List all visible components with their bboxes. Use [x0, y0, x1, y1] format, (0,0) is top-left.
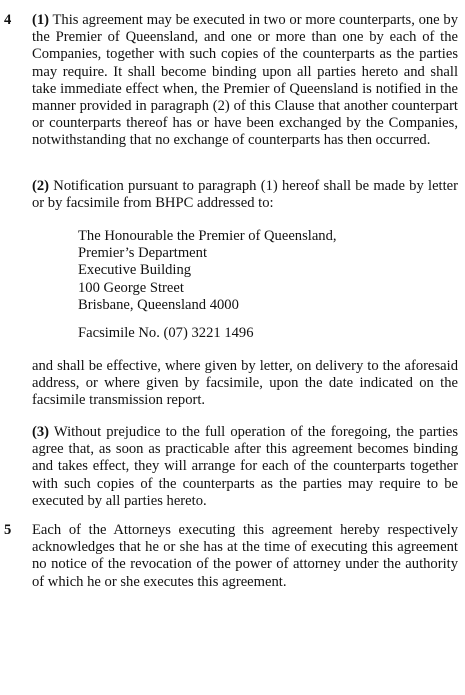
address-line: The Honourable the Premier of Queensland,	[78, 228, 337, 244]
address-line: Brisbane, Queensland 4000	[78, 296, 239, 313]
paragraph-1-text: This agreement may be executed in two or more counterparts, one by the Premier of Queensland, and one or more than one by each of the Companies, together with such copies of the counterparts as the parties may require. It shall become binding upon all parties hereto and shall take immediate effect when, the Premier of Queensland is notified in the manner provided in paragraph (2) of this Clause that another counterpart or counterparts thereof has or have been exchanged by the Companies, notwithstanding that no exchange of counterparts has then occurred.	[32, 12, 458, 149]
address-line: 100 George Street	[78, 279, 184, 296]
clause-4-paragraph-2-continued: and shall be effective, where given by letter, on delivery to the aforesaid address, or where given by facsimile, upon the date indicated on the facsimile transmission report.	[32, 358, 458, 409]
address-block	[78, 228, 438, 314]
paragraph-2-text: Notification pursuant to paragraph (1) hereof shall be made by letter or by facsimile from BHPC addressed to:	[32, 178, 458, 212]
address-line: Executive Building	[78, 262, 192, 279]
facsimile-number: Facsimile No. (07) 3221 1496	[78, 325, 254, 341]
clause-number-4: 4	[4, 12, 12, 28]
clause-4-paragraph-2	[32, 178, 458, 212]
clause-number-5: 5	[4, 522, 12, 538]
clause-5-text: Each of the Attorneys executing this agreement hereby respectively acknowledges that he or she has at the time of executing this agreement no notice of the revocation of the power of attorney under the authority of which he or she executes this agreement.	[32, 522, 458, 590]
clause-4-paragraph-3	[32, 424, 458, 510]
facsimile-line	[78, 325, 438, 342]
address-line: Premier’s Department	[78, 245, 208, 262]
paragraph-3-text: Without prejudice to the full operation of the foregoing, the parties agree that, as soon as practicable after this agreement becomes binding and takes effect, they will arrange for each of the counterparts together with such copies of the counterparts as the parties may require to be executed by all parties hereto.	[32, 424, 458, 509]
paragraph-3-number: (3)	[32, 424, 50, 440]
paragraph-2-number: (2)	[32, 178, 50, 194]
paragraph-1-number: (1)	[32, 12, 50, 28]
clause-4-paragraph-1	[32, 12, 458, 150]
